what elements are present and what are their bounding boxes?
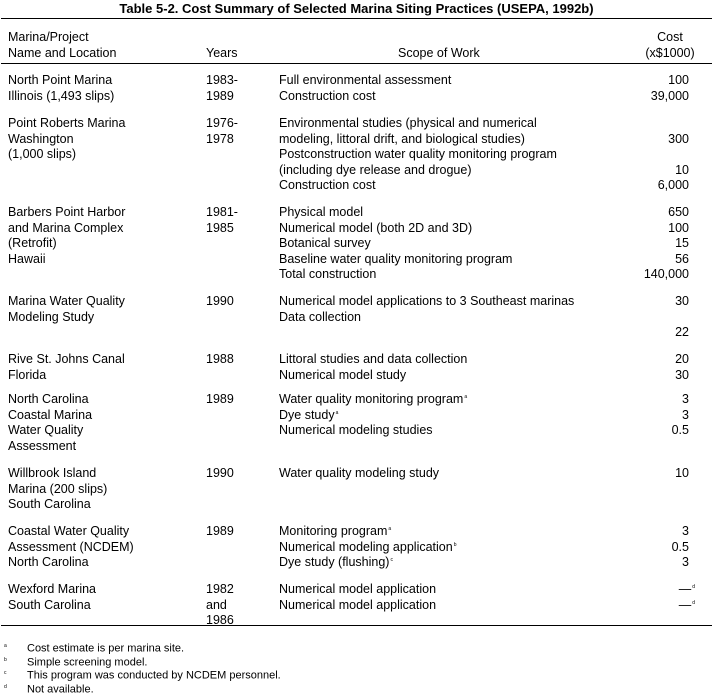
project-years-line: 1990 [206, 294, 234, 308]
cost-value: 140,000 [643, 267, 689, 281]
project-name-line: Coastal Marina [8, 407, 93, 422]
scope-of-work-line: Dye study (flushing)$^c$ [279, 555, 393, 569]
project-name-line: Point Roberts Marina [8, 116, 126, 130]
cost-value: —$^d$ [678, 582, 695, 596]
project-years-line: and [206, 597, 227, 612]
project-years-line: 1978 [206, 131, 234, 146]
project-name-line: Assessment [8, 438, 77, 453]
project-name-line: Modeling Study [8, 309, 95, 324]
table-title: Table 5-2. Cost Summary of Selected Marina Siting Practices (USEPA, 1992b) [119, 1, 594, 16]
footnote-mark: d [4, 683, 7, 690]
project-name-line: North Point Marina [8, 73, 113, 87]
cost-value: 0.5 [671, 423, 689, 437]
cost-value: 20 [675, 352, 689, 366]
project-name-line: Wexford Marina [8, 582, 96, 596]
project-name-line: Rive St. Johns Canal [8, 352, 125, 366]
cost-value: 650 [668, 205, 689, 219]
cost-value: 3 [682, 555, 689, 569]
scope-of-work-line: Environmental studies (physical and numerical [279, 116, 537, 130]
footnote-mark: c [4, 670, 7, 676]
cost-value: 10 [675, 162, 689, 177]
scope-of-work-line: Data collection [279, 309, 361, 324]
cost-value: 30 [675, 294, 689, 308]
scope-of-work-line: Postconstruction water quality monitoring program [279, 147, 557, 161]
footnote-item [4, 681, 94, 696]
cost-value: 10 [675, 466, 689, 480]
cost-value: 15 [675, 236, 689, 250]
bottom-rule [1, 625, 712, 626]
scope-of-work-line: Numerical model application [279, 582, 437, 596]
project-name-line: (Retrofit) [8, 236, 57, 250]
scope-of-work-line: Water quality monitoring program$^a$ [279, 392, 468, 406]
scope-of-work-line: Construction cost [279, 88, 376, 103]
scope-of-work-line: Total construction [279, 267, 377, 281]
header-project-line1: Marina/Project [8, 30, 89, 44]
project-years-line: 1990 [206, 466, 234, 480]
scope-of-work-line: Water quality modeling study [279, 466, 440, 480]
cost-value: 300 [668, 131, 689, 146]
cost-value: 3 [682, 407, 689, 422]
scope-of-work-line: Numerical model application [279, 597, 437, 612]
scope-of-work-line: modeling, littoral drift, and biological studies) [279, 131, 525, 146]
project-years-line: 1986 [206, 613, 234, 627]
footnote-mark: b [4, 656, 7, 663]
scope-of-work-line: Full environmental assessment [279, 73, 452, 87]
scope-of-work-line: Dye study$^a$ [279, 407, 339, 422]
cost-value: 3 [682, 392, 689, 406]
project-name-line: Florida [8, 367, 47, 382]
project-years-line: 1981- [206, 205, 238, 219]
scope-of-work-line: Numerical modeling studies [279, 423, 433, 437]
footnote-mark: d [692, 599, 695, 606]
project-name-line: Barbers Point Harbor [8, 205, 126, 219]
project-name-line: Illinois (1,493 slips) [8, 88, 115, 103]
footnote-text: Not available. [27, 683, 94, 696]
project-years-line: 1983- [206, 73, 238, 87]
cost-value: 39,000 [650, 88, 689, 103]
scope-of-work-line: Baseline water quality monitoring program [279, 251, 513, 266]
scope-of-work-line: Numerical model applications to 3 Southeast marinas [279, 294, 575, 308]
footnote-item [4, 654, 147, 669]
project-years-line: 1985 [206, 220, 234, 235]
footnote-mark: a [388, 526, 392, 532]
scope-of-work-line: Numerical model study [279, 367, 407, 382]
project-years-line: 1982 [206, 582, 234, 596]
cost-value: 100 [668, 220, 689, 235]
project-years-line: 1976- [206, 116, 238, 130]
project-name-line: North Carolina [8, 392, 89, 406]
project-name-line: Washington [8, 131, 74, 146]
project-name-line: and Marina Complex [8, 220, 124, 235]
footnote-item [4, 640, 184, 655]
project-name-line: Coastal Water Quality [8, 524, 130, 538]
top-rule [1, 18, 712, 19]
header-cost-line1: Cost [657, 30, 683, 44]
cost-value: 3 [682, 524, 689, 538]
cost-value: —$^d$ [678, 597, 695, 612]
scope-of-work-line: Physical model [279, 205, 364, 219]
project-name-line: South Carolina [8, 497, 91, 511]
scope-of-work-line: Littoral studies and data collection [279, 352, 468, 366]
project-name-line: Assessment (NCDEM) [8, 539, 134, 554]
project-years-line: 1989 [206, 392, 234, 406]
project-name-line: Willbrook Island [8, 466, 97, 480]
project-name-line: Marina (200 slips) [8, 481, 108, 496]
header-project-line2: Name and Location [8, 45, 117, 60]
project-name-line: North Carolina [8, 555, 89, 569]
footnote-mark: a [464, 394, 468, 400]
footnote-mark: a [4, 643, 7, 649]
cost-value: 22 [675, 325, 689, 339]
scope-of-work-line: Numerical modeling application$^b$ [279, 539, 457, 554]
footnote-mark: c [390, 557, 393, 563]
cost-value: 30 [675, 367, 689, 382]
footnote-text: Simple screening model. [27, 656, 148, 669]
scope-of-work-line: Construction cost [279, 178, 376, 192]
footnote-item [4, 667, 281, 682]
project-name-line: South Carolina [8, 597, 91, 612]
project-name-line: (1,000 slips) [8, 147, 77, 161]
project-years-line: 1989 [206, 524, 234, 538]
project-years-line: 1989 [206, 88, 234, 103]
scope-of-work-line: Numerical model (both 2D and 3D) [279, 220, 473, 235]
cost-value: 100 [668, 73, 689, 87]
footnote-text: This program was conducted by NCDEM personnel. [27, 669, 281, 682]
scope-of-work-line: Monitoring program$^a$ [279, 524, 392, 538]
header-years: Years [206, 45, 238, 60]
header-cost-line2: (x$1000) [645, 45, 695, 60]
scope-of-work-line: Botanical survey [279, 236, 371, 250]
footnote-text: Cost estimate is per marina site. [27, 642, 185, 655]
header-rule [1, 63, 712, 64]
footnote-mark: a [335, 409, 339, 416]
project-name-line: Hawaii [8, 251, 46, 266]
cost-value: 6,000 [657, 178, 689, 192]
project-years-line: 1988 [206, 352, 234, 366]
cost-value: 56 [675, 251, 689, 266]
project-name-line: Marina Water Quality [8, 294, 125, 308]
header-scope: Scope of Work [398, 45, 480, 60]
project-name-line: Water Quality [8, 423, 84, 437]
scope-of-work-line: (including dye release and drogue) [279, 162, 472, 177]
cost-value: 0.5 [671, 539, 689, 554]
footnote-mark: b [453, 541, 457, 548]
footnote-mark: d [692, 584, 695, 590]
